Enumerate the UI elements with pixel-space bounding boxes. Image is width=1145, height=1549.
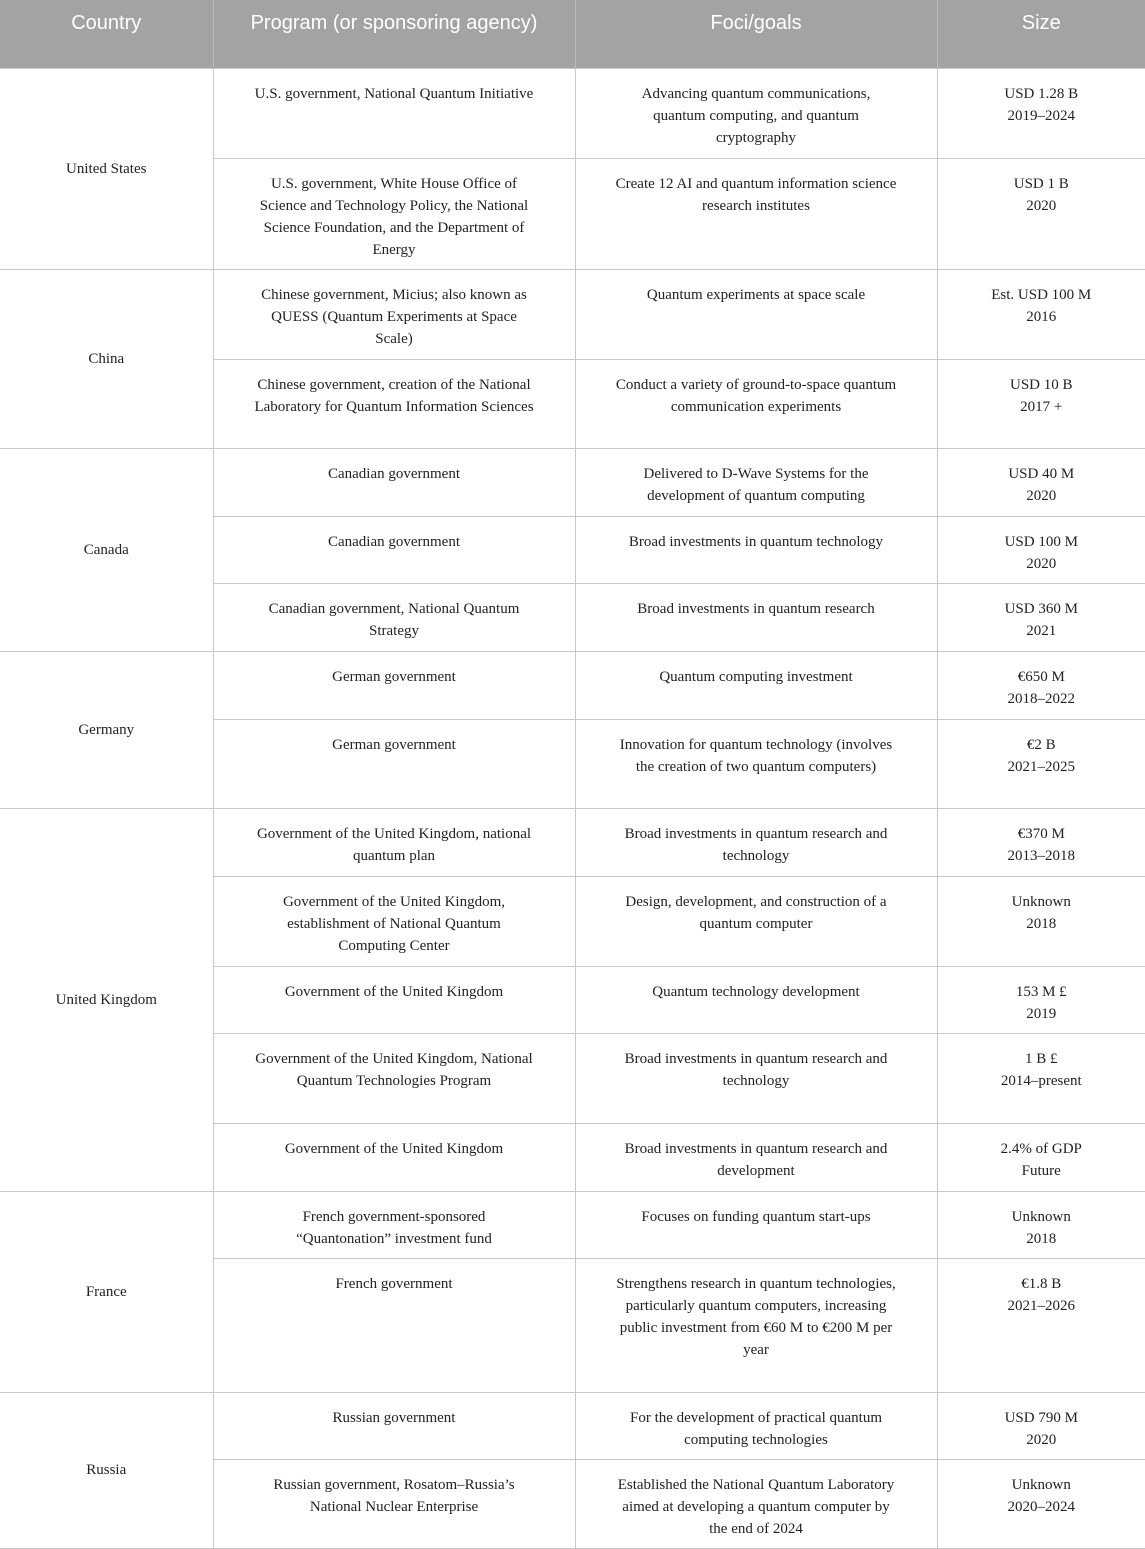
program-cell: Russian government, Rosatom–Russia’s National Nuclear Enterprise <box>213 1459 575 1548</box>
foci-cell: Broad investments in quantum research and development <box>575 1123 937 1191</box>
program-cell: Chinese government, creation of the National Laboratory for Quantum Information Sciences <box>213 359 575 448</box>
program-cell: Government of the United Kingdom <box>213 1123 575 1191</box>
size-period: 2018 <box>1026 1230 1057 1247</box>
foci-cell: Broad investments in quantum research and technology <box>575 1033 937 1123</box>
header-country: Country <box>0 0 213 68</box>
size-period: 2020 <box>1026 197 1057 214</box>
size-period: 2020 <box>1026 1431 1057 1448</box>
table-row <box>0 1392 1145 1459</box>
foci-cell: Conduct a variety of ground-to-space quantum communication experiments <box>575 359 937 448</box>
size-cell <box>937 1459 1145 1548</box>
header-program: Program (or sponsoring agency) <box>213 0 575 68</box>
size-period: 2018–2022 <box>1007 690 1075 707</box>
size-amount: USD 100 M <box>1004 533 1078 550</box>
country-cell-uk: United Kingdom <box>0 808 213 1191</box>
size-amount: €2 B <box>1026 736 1056 753</box>
foci-cell: Broad investments in quantum research and technology <box>575 808 937 876</box>
size-cell <box>937 1392 1145 1459</box>
size-cell <box>937 966 1145 1033</box>
program-cell: Chinese government, Micius; also known as QUESS (Quantum Experiments at Space Scale) <box>213 269 575 359</box>
size-cell <box>937 448 1145 516</box>
size-amount: Est. USD 100 M <box>991 286 1092 303</box>
size-period: Future <box>1021 1162 1061 1179</box>
size-cell <box>937 808 1145 876</box>
program-cell: German government <box>213 651 575 719</box>
size-cell <box>937 269 1145 359</box>
table-row <box>0 269 1145 359</box>
program-cell: Canadian government <box>213 448 575 516</box>
size-amount: €650 M <box>1017 668 1065 685</box>
size-cell <box>937 359 1145 448</box>
foci-cell: Advancing quantum communications, quantum computing, and quantum cryptography <box>575 68 937 158</box>
size-cell <box>937 876 1145 966</box>
size-cell <box>937 516 1145 583</box>
size-amount: €370 M <box>1017 825 1065 842</box>
header-row <box>0 0 1145 68</box>
foci-cell: Broad investments in quantum research <box>575 583 937 651</box>
foci-cell: Established the National Quantum Laboratory aimed at developing a quantum computer by the end of 2024 <box>575 1459 937 1548</box>
program-cell: Russian government <box>213 1392 575 1459</box>
size-cell <box>937 158 1145 269</box>
foci-cell: Design, development, and construction of a quantum computer <box>575 876 937 966</box>
program-cell: Canadian government, National Quantum Strategy <box>213 583 575 651</box>
size-amount: Unknown <box>1011 1476 1071 1493</box>
table-header <box>0 0 1145 68</box>
foci-cell: Quantum experiments at space scale <box>575 269 937 359</box>
program-cell: Government of the United Kingdom <box>213 966 575 1033</box>
country-cell-us: United States <box>0 68 213 269</box>
size-amount: USD 40 M <box>1008 465 1075 482</box>
size-cell <box>937 651 1145 719</box>
table-row <box>0 1191 1145 1258</box>
size-amount: USD 360 M <box>1004 600 1078 617</box>
program-cell: French government-sponsored “Quantonation” investment fund <box>213 1191 575 1258</box>
size-amount: USD 790 M <box>1004 1409 1078 1426</box>
country-cell-canada: Canada <box>0 448 213 651</box>
size-period: 2013–2018 <box>1007 847 1075 864</box>
table-row <box>0 68 1145 158</box>
foci-cell: For the development of practical quantum computing technologies <box>575 1392 937 1459</box>
size-cell <box>937 1191 1145 1258</box>
size-period: 2014–present <box>1000 1072 1082 1089</box>
size-cell <box>937 1033 1145 1123</box>
size-period: 2020–2024 <box>1007 1498 1075 1515</box>
size-period: 2019 <box>1026 1005 1057 1022</box>
foci-cell: Innovation for quantum technology (involves the creation of two quantum computers) <box>575 719 937 808</box>
size-amount: Unknown <box>1011 1208 1071 1225</box>
program-cell: Government of the United Kingdom, national quantum plan <box>213 808 575 876</box>
size-amount: 153 M £ <box>1015 983 1067 1000</box>
foci-cell: Quantum technology development <box>575 966 937 1033</box>
program-cell: German government <box>213 719 575 808</box>
size-cell <box>937 1123 1145 1191</box>
foci-cell: Create 12 AI and quantum information science research institutes <box>575 158 937 269</box>
size-period: 2016 <box>1026 308 1057 325</box>
country-cell-france: France <box>0 1191 213 1392</box>
foci-cell: Delivered to D-Wave Systems for the development of quantum computing <box>575 448 937 516</box>
size-cell <box>937 719 1145 808</box>
size-period: 2020 <box>1026 555 1057 572</box>
size-amount: 1 B £ <box>1024 1050 1058 1067</box>
size-period: 2018 <box>1026 915 1057 932</box>
size-amount: USD 1 B <box>1013 175 1069 192</box>
size-period: 2021–2026 <box>1007 1297 1075 1314</box>
size-period: 2020 <box>1026 487 1057 504</box>
program-cell: Government of the United Kingdom, National Quantum Technologies Program <box>213 1033 575 1123</box>
size-period: 2019–2024 <box>1007 107 1075 124</box>
foci-cell: Broad investments in quantum technology <box>575 516 937 583</box>
size-cell <box>937 68 1145 158</box>
program-cell: French government <box>213 1258 575 1392</box>
country-cell-germany: Germany <box>0 651 213 808</box>
size-amount: USD 1.28 B <box>1004 85 1079 102</box>
foci-cell: Quantum computing investment <box>575 651 937 719</box>
header-size: Size <box>937 0 1145 68</box>
size-amount: USD 10 B <box>1009 376 1073 393</box>
program-cell: Canadian government <box>213 516 575 583</box>
size-period: 2017 + <box>1020 398 1063 415</box>
size-cell <box>937 583 1145 651</box>
foci-cell: Focuses on funding quantum start-ups <box>575 1191 937 1258</box>
size-amount: 2.4% of GDP <box>1000 1140 1082 1157</box>
program-cell: U.S. government, White House Office of Science and Technology Policy, the National Science Foundation, and the Department of Energy <box>213 158 575 269</box>
table-row <box>0 808 1145 876</box>
program-cell: U.S. government, National Quantum Initiative <box>213 68 575 158</box>
header-foci: Foci/goals <box>575 0 937 68</box>
table-row <box>0 448 1145 516</box>
size-amount: Unknown <box>1011 893 1071 910</box>
country-cell-russia: Russia <box>0 1392 213 1548</box>
size-period: 2021–2025 <box>1007 758 1075 775</box>
size-amount: €1.8 B <box>1021 1275 1062 1292</box>
foci-cell: Strengthens research in quantum technologies, particularly quantum computers, increasing public investment from €60 M to €200 M per year <box>575 1258 937 1392</box>
program-cell: Government of the United Kingdom, establishment of National Quantum Computing Center <box>213 876 575 966</box>
size-period: 2021 <box>1026 622 1057 639</box>
table-row <box>0 651 1145 719</box>
size-cell <box>937 1258 1145 1392</box>
country-cell-china: China <box>0 269 213 448</box>
table-body <box>0 68 1145 1548</box>
